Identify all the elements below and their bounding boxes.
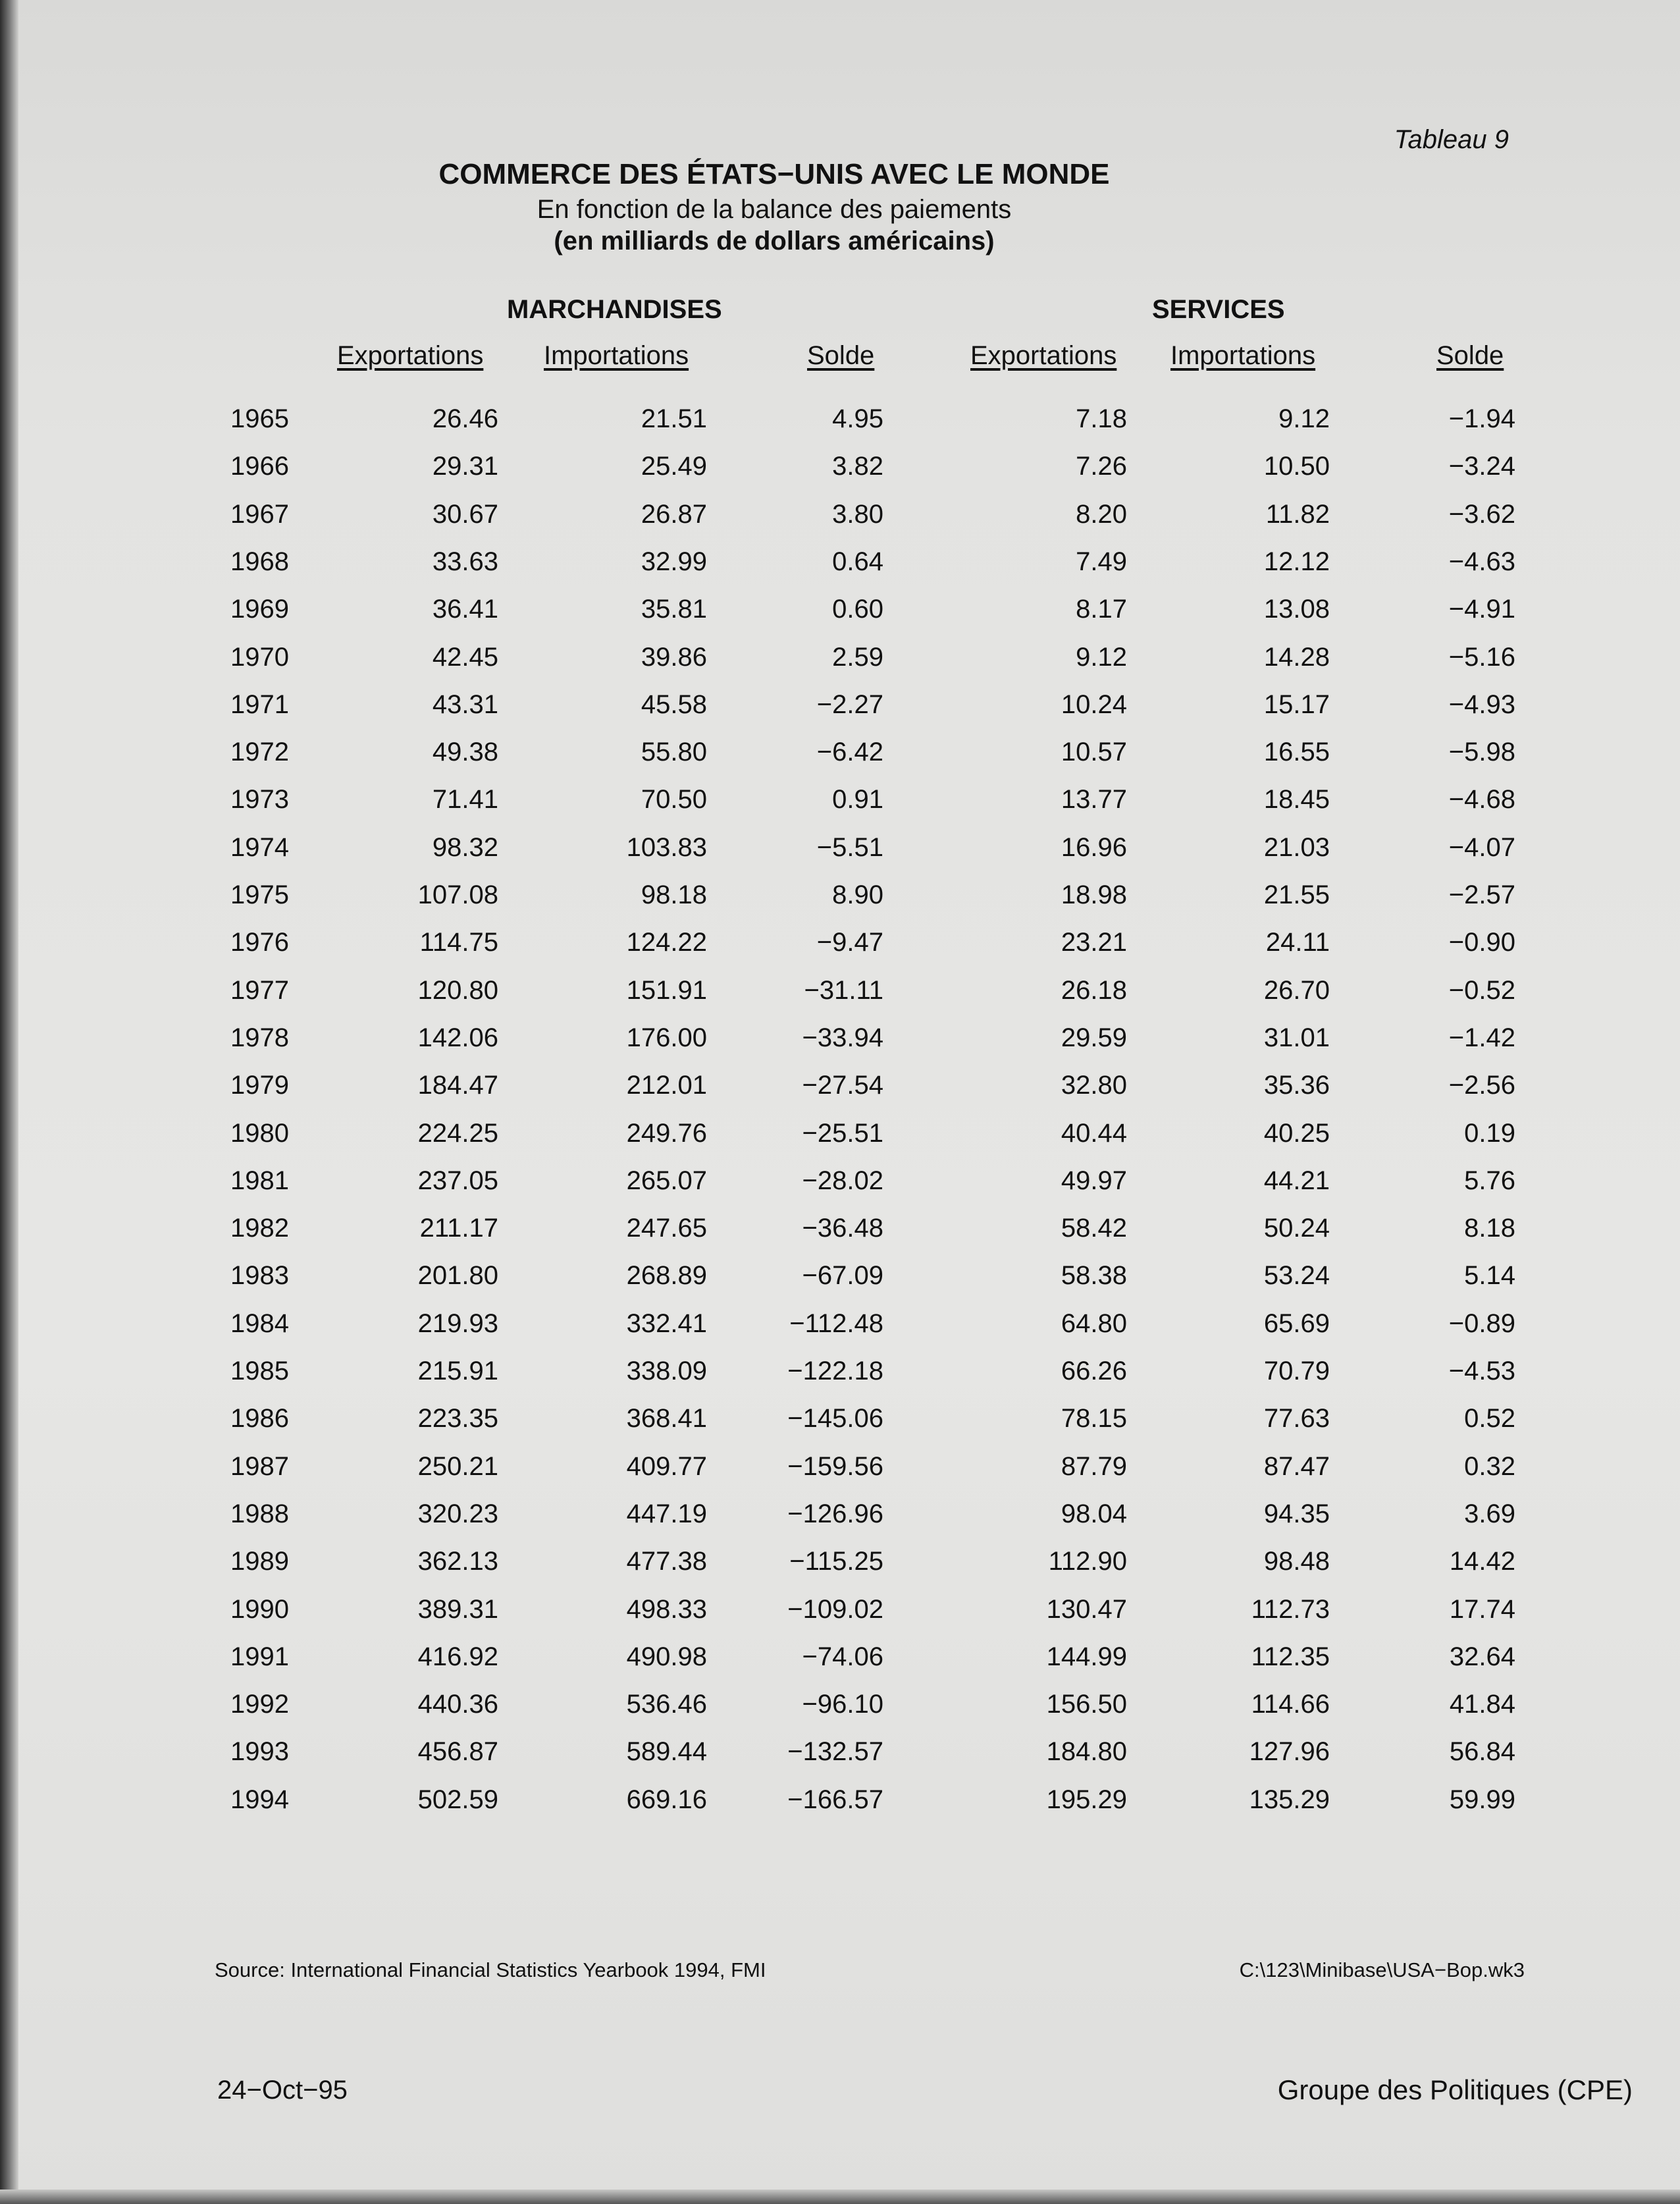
- year-cell: 1990: [230, 1594, 289, 1624]
- merch-imports-cell: 176.00: [626, 1023, 707, 1052]
- serv-exports-cell: 8.17: [1076, 595, 1127, 624]
- merch-balance-cell: −9.47: [816, 928, 883, 957]
- merch-balance-cell: −74.06: [802, 1642, 883, 1671]
- merch-imports-cell: 39.86: [641, 642, 707, 672]
- merch-imports-cell: 409.77: [626, 1451, 707, 1481]
- merch-imports-cell: 498.33: [626, 1594, 707, 1624]
- year-cell: 1975: [230, 880, 289, 909]
- table-row: [0, 1119, 1680, 1166]
- serv-exports-cell: 26.18: [1061, 975, 1127, 1005]
- serv-balance-cell: 0.32: [1464, 1451, 1515, 1481]
- merch-imports-cell: 35.81: [641, 595, 707, 624]
- serv-exports-cell: 66.26: [1061, 1357, 1127, 1385]
- serv-balance-cell: −3.24: [1448, 452, 1515, 481]
- serv-exports-cell: 156.50: [1046, 1690, 1127, 1719]
- serv-imports-cell: 94.35: [1263, 1499, 1330, 1528]
- year-cell: 1968: [230, 547, 289, 576]
- table-row: [0, 1309, 1680, 1357]
- table-row: [0, 595, 1680, 642]
- year-cell: 1966: [230, 452, 289, 481]
- merch-balance-cell: 0.60: [832, 595, 883, 624]
- table-row: [0, 1261, 1680, 1308]
- serv-balance-cell: 59.99: [1449, 1785, 1515, 1814]
- serv-exports-cell: 10.57: [1061, 738, 1127, 767]
- footer-date: 24−Oct−95: [217, 2076, 348, 2105]
- serv-exports-cell: 7.26: [1076, 452, 1127, 481]
- merch-balance-cell: 3.80: [832, 499, 883, 529]
- serv-exports-cell: 40.44: [1061, 1118, 1127, 1148]
- year-cell: 1978: [230, 1023, 289, 1052]
- merch-imports-cell: 25.49: [641, 452, 707, 481]
- merch-exports-cell: 211.17: [419, 1214, 498, 1243]
- serv-imports-cell: 13.08: [1263, 595, 1330, 624]
- col-header-merch-exports: Exportations: [337, 341, 484, 370]
- serv-imports-cell: 24.11: [1265, 928, 1330, 957]
- serv-exports-cell: 98.04: [1061, 1499, 1127, 1528]
- table-row: [0, 833, 1680, 880]
- merch-balance-cell: −96.10: [802, 1690, 883, 1719]
- merch-balance-cell: −25.51: [802, 1118, 883, 1148]
- serv-imports-cell: 112.35: [1251, 1642, 1330, 1671]
- table-row: [0, 738, 1680, 785]
- merch-exports-cell: 456.87: [417, 1737, 498, 1767]
- merch-balance-cell: −112.48: [789, 1308, 883, 1338]
- year-cell: 1965: [230, 404, 289, 433]
- merch-imports-cell: 265.07: [626, 1166, 707, 1195]
- serv-balance-cell: −4.91: [1448, 595, 1515, 624]
- serv-exports-cell: 7.49: [1076, 547, 1127, 576]
- year-cell: 1989: [230, 1547, 289, 1576]
- serv-exports-cell: 184.80: [1046, 1737, 1127, 1767]
- year-cell: 1977: [230, 975, 289, 1005]
- serv-balance-cell: 41.84: [1449, 1690, 1515, 1719]
- year-cell: 1984: [230, 1308, 289, 1338]
- year-cell: 1988: [230, 1499, 289, 1528]
- merch-imports-cell: 368.41: [626, 1404, 707, 1434]
- serv-balance-cell: 5.14: [1464, 1261, 1515, 1291]
- serv-exports-cell: 195.29: [1046, 1785, 1127, 1814]
- merch-balance-cell: −122.18: [787, 1357, 883, 1385]
- serv-exports-cell: 10.24: [1061, 689, 1127, 719]
- table-label: Tableau 9: [1394, 125, 1509, 154]
- serv-imports-cell: 44.21: [1263, 1166, 1330, 1195]
- serv-imports-cell: 50.24: [1263, 1214, 1330, 1243]
- merch-exports-cell: 36.41: [432, 595, 498, 624]
- merch-exports-cell: 362.13: [417, 1547, 498, 1576]
- merch-imports-cell: 21.51: [641, 404, 707, 433]
- merch-exports-cell: 120.80: [417, 975, 498, 1005]
- col-header-merch-balance: Solde: [807, 341, 875, 370]
- merch-exports-cell: 320.23: [417, 1499, 498, 1528]
- table-row: [0, 1166, 1680, 1214]
- year-cell: 1994: [230, 1785, 289, 1814]
- serv-imports-cell: 12.12: [1263, 547, 1330, 576]
- serv-balance-cell: −4.53: [1448, 1357, 1515, 1385]
- merch-imports-cell: 151.91: [626, 975, 707, 1005]
- merch-imports-cell: 26.87: [641, 499, 707, 529]
- serv-balance-cell: 3.69: [1464, 1499, 1515, 1528]
- table-row: [0, 547, 1680, 595]
- serv-exports-cell: 87.79: [1061, 1451, 1127, 1481]
- serv-exports-cell: 144.99: [1046, 1642, 1127, 1671]
- table-row: [0, 1071, 1680, 1118]
- merch-exports-cell: 440.36: [417, 1690, 498, 1719]
- merch-imports-cell: 477.38: [626, 1547, 707, 1576]
- serv-balance-cell: 0.52: [1464, 1404, 1515, 1434]
- serv-imports-cell: 135.29: [1249, 1785, 1330, 1814]
- serv-balance-cell: −0.89: [1448, 1308, 1515, 1338]
- table-row: [0, 1737, 1680, 1785]
- serv-imports-cell: 18.45: [1263, 785, 1330, 815]
- serv-exports-cell: 64.80: [1061, 1308, 1127, 1338]
- serv-exports-cell: 32.80: [1061, 1071, 1127, 1100]
- serv-balance-cell: −0.90: [1448, 928, 1515, 957]
- merch-exports-cell: 223.35: [417, 1404, 498, 1434]
- serv-balance-cell: 5.76: [1464, 1166, 1515, 1195]
- merch-imports-cell: 268.89: [626, 1261, 707, 1291]
- merch-exports-cell: 215.91: [417, 1357, 498, 1385]
- merch-imports-cell: 332.41: [626, 1308, 707, 1338]
- table-row: [0, 1499, 1680, 1547]
- merch-balance-cell: 0.91: [832, 785, 883, 815]
- merch-balance-cell: 4.95: [832, 404, 883, 433]
- merch-imports-cell: 490.98: [626, 1642, 707, 1671]
- merch-imports-cell: 70.50: [641, 785, 707, 815]
- serv-imports-cell: 40.25: [1263, 1118, 1330, 1148]
- table-row: [0, 404, 1680, 452]
- merch-imports-cell: 32.99: [641, 547, 707, 576]
- merch-exports-cell: 49.38: [432, 738, 498, 767]
- merch-balance-cell: 8.90: [832, 880, 883, 909]
- serv-exports-cell: 49.97: [1061, 1166, 1127, 1195]
- serv-balance-cell: 14.42: [1449, 1547, 1515, 1576]
- table-row: [0, 1642, 1680, 1690]
- serv-imports-cell: 77.63: [1263, 1404, 1330, 1434]
- serv-imports-cell: 70.79: [1263, 1357, 1330, 1385]
- serv-imports-cell: 127.96: [1249, 1737, 1330, 1767]
- year-cell: 1980: [230, 1118, 289, 1148]
- merch-imports-cell: 249.76: [626, 1118, 707, 1148]
- merch-exports-cell: 142.06: [417, 1023, 498, 1052]
- merch-exports-cell: 29.31: [432, 452, 498, 481]
- merch-exports-cell: 219.93: [417, 1308, 498, 1338]
- table-row: [0, 1452, 1680, 1499]
- serv-balance-cell: 56.84: [1449, 1737, 1515, 1767]
- serv-exports-cell: 130.47: [1046, 1594, 1127, 1624]
- merch-balance-cell: −31.11: [804, 975, 883, 1005]
- merch-exports-cell: 201.80: [417, 1261, 498, 1291]
- merch-exports-cell: 42.45: [432, 642, 498, 672]
- source-note: Source: International Financial Statistics Yearbook 1994, FMI: [215, 1958, 766, 1981]
- table-row: [0, 1785, 1680, 1833]
- group-header-merchandise: MARCHANDISES: [507, 295, 722, 324]
- table-row: [0, 452, 1680, 499]
- merch-balance-cell: −27.54: [802, 1071, 883, 1100]
- table-row: [0, 1595, 1680, 1642]
- table-row: [0, 785, 1680, 832]
- merch-exports-cell: 71.41: [432, 785, 498, 815]
- serv-balance-cell: −1.94: [1448, 404, 1515, 433]
- year-cell: 1992: [230, 1690, 289, 1719]
- merch-balance-cell: −115.25: [789, 1547, 883, 1576]
- serv-imports-cell: 31.01: [1263, 1023, 1330, 1052]
- serv-balance-cell: 17.74: [1449, 1594, 1515, 1624]
- scan-edge-bottom: [0, 2190, 1680, 2204]
- page-subtitle: En fonction de la balance des paiements: [537, 195, 1012, 224]
- merch-balance-cell: 3.82: [832, 452, 883, 481]
- merch-exports-cell: 224.25: [417, 1118, 498, 1148]
- serv-exports-cell: 29.59: [1061, 1023, 1127, 1052]
- serv-imports-cell: 10.50: [1263, 452, 1330, 481]
- year-cell: 1974: [230, 832, 289, 862]
- merch-imports-cell: 247.65: [626, 1214, 707, 1243]
- merch-imports-cell: 589.44: [626, 1737, 707, 1767]
- serv-balance-cell: −5.16: [1448, 642, 1515, 672]
- table-row: [0, 1547, 1680, 1594]
- merch-balance-cell: −33.94: [802, 1023, 883, 1052]
- merch-balance-cell: −5.51: [816, 832, 883, 862]
- serv-exports-cell: 16.96: [1061, 832, 1127, 862]
- table-row: [0, 1214, 1680, 1261]
- merch-balance-cell: 0.64: [832, 547, 883, 576]
- table-row: [0, 1690, 1680, 1737]
- serv-balance-cell: −4.68: [1448, 785, 1515, 815]
- merch-exports-cell: 250.21: [417, 1451, 498, 1481]
- serv-balance-cell: −4.93: [1448, 689, 1515, 719]
- merch-balance-cell: −6.42: [816, 738, 883, 767]
- table-row: [0, 1357, 1680, 1404]
- merch-exports-cell: 43.31: [432, 689, 498, 719]
- serv-exports-cell: 23.21: [1061, 928, 1127, 957]
- merch-imports-cell: 45.58: [641, 689, 707, 719]
- merch-exports-cell: 107.08: [417, 880, 498, 909]
- serv-imports-cell: 21.55: [1263, 880, 1330, 909]
- merch-exports-cell: 26.46: [432, 404, 498, 433]
- serv-balance-cell: −3.62: [1448, 499, 1515, 529]
- serv-balance-cell: 8.18: [1464, 1214, 1515, 1243]
- merch-balance-cell: −28.02: [802, 1166, 883, 1195]
- serv-balance-cell: −2.57: [1448, 880, 1515, 909]
- serv-imports-cell: 21.03: [1263, 832, 1330, 862]
- merch-balance-cell: 2.59: [832, 642, 883, 672]
- merch-imports-cell: 124.22: [626, 928, 707, 957]
- merch-balance-cell: −159.56: [787, 1451, 883, 1481]
- merch-exports-cell: 237.05: [417, 1166, 498, 1195]
- serv-exports-cell: 7.18: [1076, 404, 1127, 433]
- serv-exports-cell: 58.38: [1061, 1261, 1127, 1291]
- serv-imports-cell: 114.66: [1251, 1690, 1330, 1719]
- merch-exports-cell: 33.63: [432, 547, 498, 576]
- serv-balance-cell: 0.19: [1464, 1118, 1515, 1148]
- merch-balance-cell: −132.57: [787, 1737, 883, 1767]
- merch-balance-cell: −67.09: [802, 1261, 883, 1291]
- merch-imports-cell: 447.19: [626, 1499, 707, 1528]
- serv-imports-cell: 26.70: [1263, 975, 1330, 1005]
- serv-imports-cell: 98.48: [1263, 1547, 1330, 1576]
- serv-exports-cell: 58.42: [1061, 1214, 1127, 1243]
- serv-balance-cell: 32.64: [1449, 1642, 1515, 1671]
- serv-imports-cell: 87.47: [1263, 1451, 1330, 1481]
- footer-group: Groupe des Politiques (CPE): [1277, 2074, 1633, 2105]
- serv-imports-cell: 14.28: [1263, 642, 1330, 672]
- group-header-services: SERVICES: [1152, 295, 1285, 324]
- year-cell: 1979: [230, 1071, 289, 1100]
- table-row: [0, 500, 1680, 547]
- serv-exports-cell: 112.90: [1048, 1547, 1127, 1576]
- serv-imports-cell: 16.55: [1263, 738, 1330, 767]
- year-cell: 1991: [230, 1642, 289, 1671]
- col-header-serv-imports: Importations: [1170, 341, 1316, 370]
- year-cell: 1967: [230, 499, 289, 529]
- table-row: [0, 643, 1680, 690]
- file-path: C:\123\Minibase\USA−Bop.wk3: [1239, 1958, 1525, 1981]
- serv-imports-cell: 9.12: [1278, 404, 1330, 433]
- year-cell: 1986: [230, 1404, 289, 1434]
- serv-imports-cell: 53.24: [1263, 1261, 1330, 1291]
- merch-balance-cell: −109.02: [787, 1594, 883, 1624]
- merch-exports-cell: 389.31: [417, 1594, 498, 1624]
- year-cell: 1973: [230, 785, 289, 815]
- merch-exports-cell: 30.67: [432, 499, 498, 529]
- table-row: [0, 1404, 1680, 1451]
- merch-balance-cell: −126.96: [787, 1499, 883, 1528]
- col-header-serv-exports: Exportations: [970, 341, 1117, 370]
- year-cell: 1983: [230, 1261, 289, 1291]
- year-cell: 1985: [230, 1357, 289, 1385]
- merch-balance-cell: −166.57: [787, 1785, 883, 1814]
- merch-balance-cell: −36.48: [802, 1214, 883, 1243]
- merch-imports-cell: 98.18: [641, 880, 707, 909]
- units-note: (en milliards de dollars américains): [554, 227, 995, 255]
- serv-balance-cell: −4.07: [1448, 832, 1515, 862]
- merch-exports-cell: 98.32: [432, 832, 498, 862]
- year-cell: 1982: [230, 1214, 289, 1243]
- serv-exports-cell: 13.77: [1061, 785, 1127, 815]
- year-cell: 1993: [230, 1737, 289, 1767]
- serv-imports-cell: 35.36: [1263, 1071, 1330, 1100]
- serv-balance-cell: −1.42: [1448, 1023, 1515, 1052]
- merch-exports-cell: 416.92: [417, 1642, 498, 1671]
- merch-exports-cell: 502.59: [417, 1785, 498, 1814]
- merch-exports-cell: 114.75: [419, 928, 498, 957]
- serv-imports-cell: 11.82: [1265, 499, 1330, 529]
- year-cell: 1972: [230, 738, 289, 767]
- table-row: [0, 928, 1680, 975]
- serv-balance-cell: −4.63: [1448, 547, 1515, 576]
- serv-balance-cell: −0.52: [1448, 975, 1515, 1005]
- year-cell: 1976: [230, 928, 289, 957]
- year-cell: 1970: [230, 642, 289, 672]
- col-header-merch-imports: Importations: [544, 341, 689, 370]
- col-header-serv-balance: Solde: [1436, 341, 1504, 370]
- serv-balance-cell: −2.56: [1448, 1071, 1515, 1100]
- year-cell: 1981: [230, 1166, 289, 1195]
- merch-exports-cell: 184.47: [417, 1071, 498, 1100]
- merch-balance-cell: −145.06: [787, 1404, 883, 1434]
- merch-imports-cell: 338.09: [626, 1357, 707, 1385]
- serv-exports-cell: 9.12: [1076, 642, 1127, 672]
- table-row: [0, 976, 1680, 1023]
- merch-imports-cell: 669.16: [626, 1785, 707, 1814]
- serv-exports-cell: 78.15: [1061, 1404, 1127, 1434]
- serv-imports-cell: 15.17: [1263, 689, 1330, 719]
- serv-imports-cell: 112.73: [1251, 1594, 1330, 1624]
- table-row: [0, 1023, 1680, 1071]
- serv-exports-cell: 18.98: [1061, 880, 1127, 909]
- merch-imports-cell: 212.01: [626, 1071, 707, 1100]
- merch-imports-cell: 103.83: [626, 832, 707, 862]
- merch-imports-cell: 536.46: [626, 1690, 707, 1719]
- table-row: [0, 880, 1680, 928]
- year-cell: 1971: [230, 689, 289, 719]
- serv-imports-cell: 65.69: [1263, 1308, 1330, 1338]
- page-title: COMMERCE DES ÉTATS−UNIS AVEC LE MONDE: [438, 158, 1110, 190]
- serv-balance-cell: −5.98: [1448, 738, 1515, 767]
- merch-balance-cell: −2.27: [816, 689, 883, 719]
- year-cell: 1969: [230, 595, 289, 624]
- serv-exports-cell: 8.20: [1076, 499, 1127, 529]
- merch-imports-cell: 55.80: [641, 738, 707, 767]
- year-cell: 1987: [230, 1451, 289, 1481]
- table-row: [0, 690, 1680, 738]
